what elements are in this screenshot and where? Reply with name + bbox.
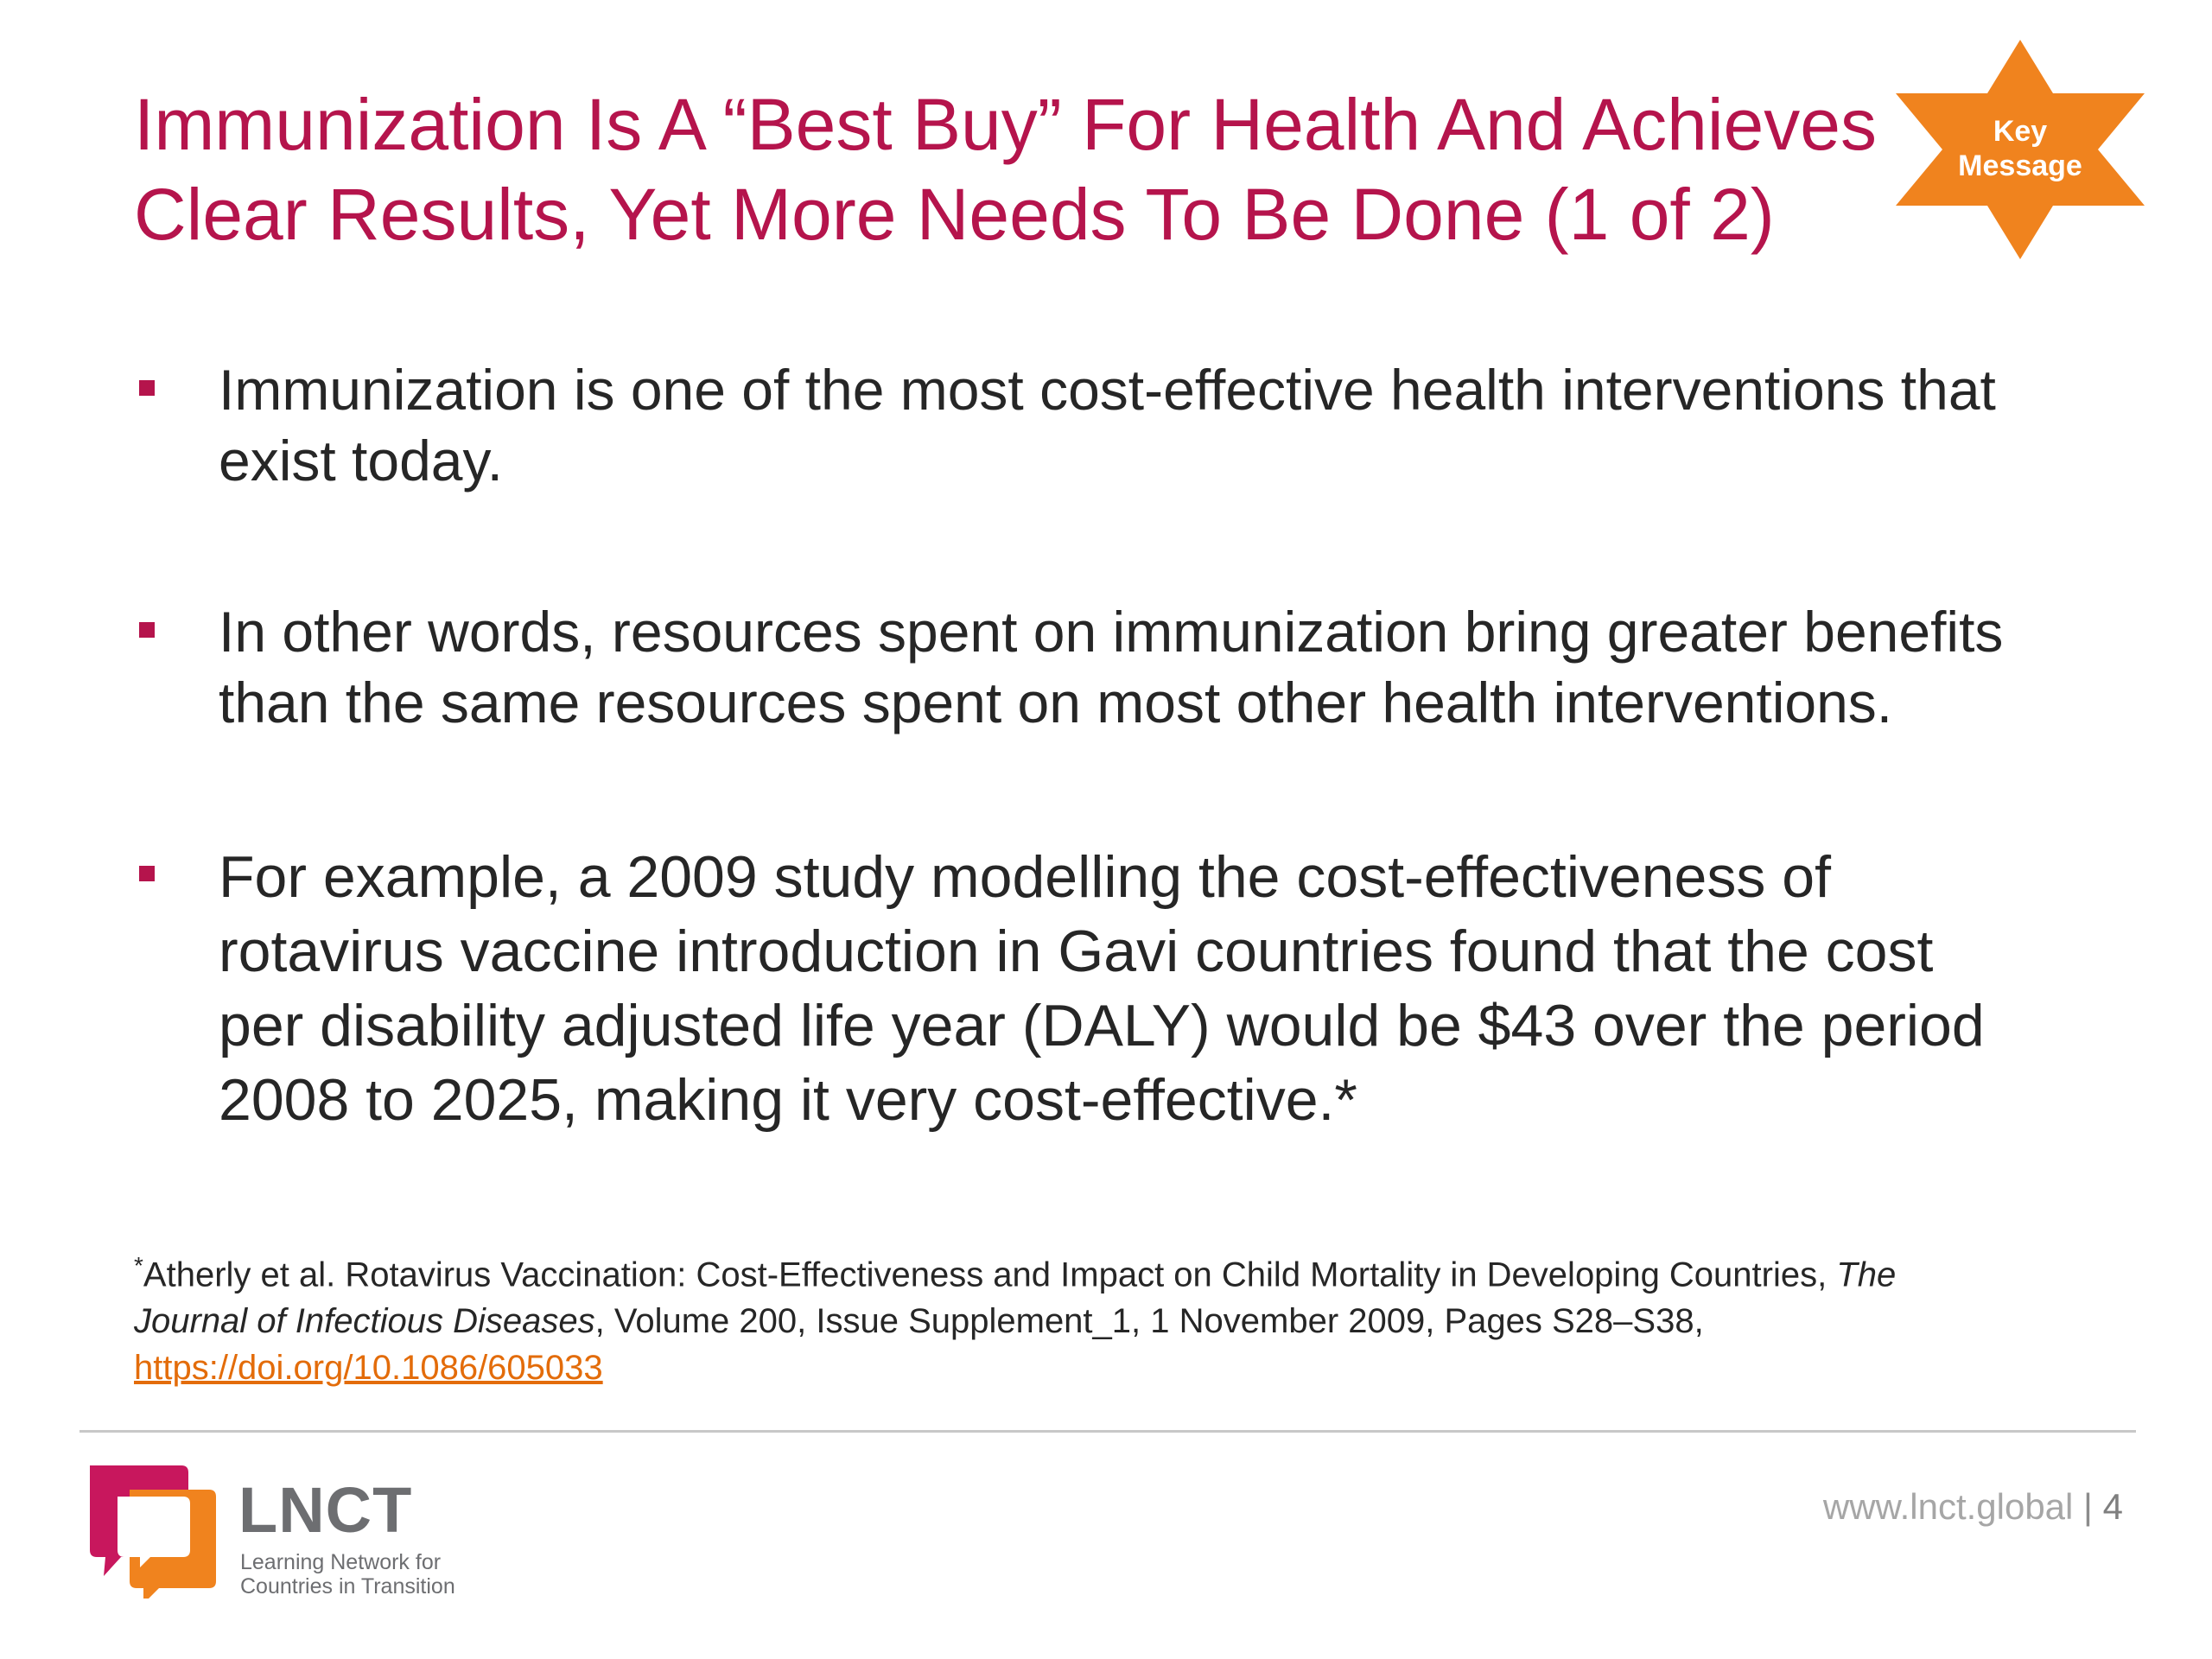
logo-tagline-line-1: Learning Network for: [240, 1550, 442, 1574]
footnote-journal-part-2: Journal of Infectious Diseases: [134, 1302, 595, 1341]
badge-line-2: Message: [1958, 149, 2082, 182]
footer-separator: |: [2083, 1486, 2093, 1527]
footnote-asterisk: *: [134, 1252, 143, 1279]
footnote-volume-text: , Volume 200, Issue Supplement_1, 1 November 2009, Pages S28–S38,: [594, 1302, 1704, 1341]
bullet-3-line-1: For example, a 2009 study modelling the cost-effectiveness of: [219, 844, 1831, 910]
footer-website: www.lnct.global: [1822, 1486, 2074, 1527]
key-message-badge: [1889, 36, 2152, 263]
footer-divider: [79, 1430, 2136, 1433]
page-number: 4: [2102, 1486, 2123, 1527]
bullet-marker-icon: [139, 622, 155, 638]
footnote-line-3: [134, 1344, 2121, 1391]
logo-name: LNCT: [238, 1474, 413, 1546]
bullet-item-2: [134, 596, 2113, 738]
bullet-3-line-2: rotavirus vaccine introduction in Gavi countries found that the cost: [219, 918, 1934, 984]
logo-tagline-line-2: Countries in Transition: [240, 1574, 455, 1599]
bullet-2-line-1: In other words, resources spent on immunization bring greater benefits: [219, 600, 2004, 664]
bullet-item-3: [134, 840, 2113, 1137]
doi-link[interactable]: https://doi.org/10.1086/605033: [134, 1349, 603, 1388]
bullet-item-1: [134, 354, 2113, 496]
slide-title-line-2: Clear Results, Yet More Needs To Be Done (1 of 2): [134, 174, 1775, 255]
footnote-citation-text: Atherly et al. Rotavirus Vaccination: Cost-Effectiveness and Impact on Child Mortality in Developing Countries,: [143, 1255, 1837, 1294]
bullet-list: [134, 354, 2113, 1137]
footnote-journal-part-1: The: [1836, 1255, 1897, 1294]
bullet-marker-icon: [139, 380, 155, 396]
bullet-1-line-1: Immunization is one of the most cost-effective health interventions that: [219, 358, 1996, 422]
slide-title: [134, 79, 1966, 259]
speech-bubbles-icon: [86, 1460, 225, 1599]
badge-line-1: Key: [1993, 115, 2048, 148]
bullet-3-line-4: 2008 to 2025, making it very cost-effective.*: [219, 1067, 1357, 1133]
bullet-3-line-3: per disability adjusted life year (DALY) would be $43 over the period: [219, 993, 1985, 1058]
slide-title-line-1: Immunization Is A “Best Buy” For Health And Achieves: [134, 84, 1877, 165]
logo-tagline: [240, 1550, 455, 1599]
footnote-line-2: [134, 1298, 2121, 1344]
lnct-logo: [86, 1460, 467, 1599]
bullet-marker-icon: [139, 866, 155, 881]
bullet-1-line-2: exist today.: [219, 429, 503, 493]
footer-page-info: [1823, 1484, 2123, 1529]
bullet-2-line-2: than the same resources spent on most other health interventions.: [219, 671, 1893, 734]
footnote-line-1: [134, 1243, 2121, 1298]
footnote: [134, 1243, 2121, 1391]
